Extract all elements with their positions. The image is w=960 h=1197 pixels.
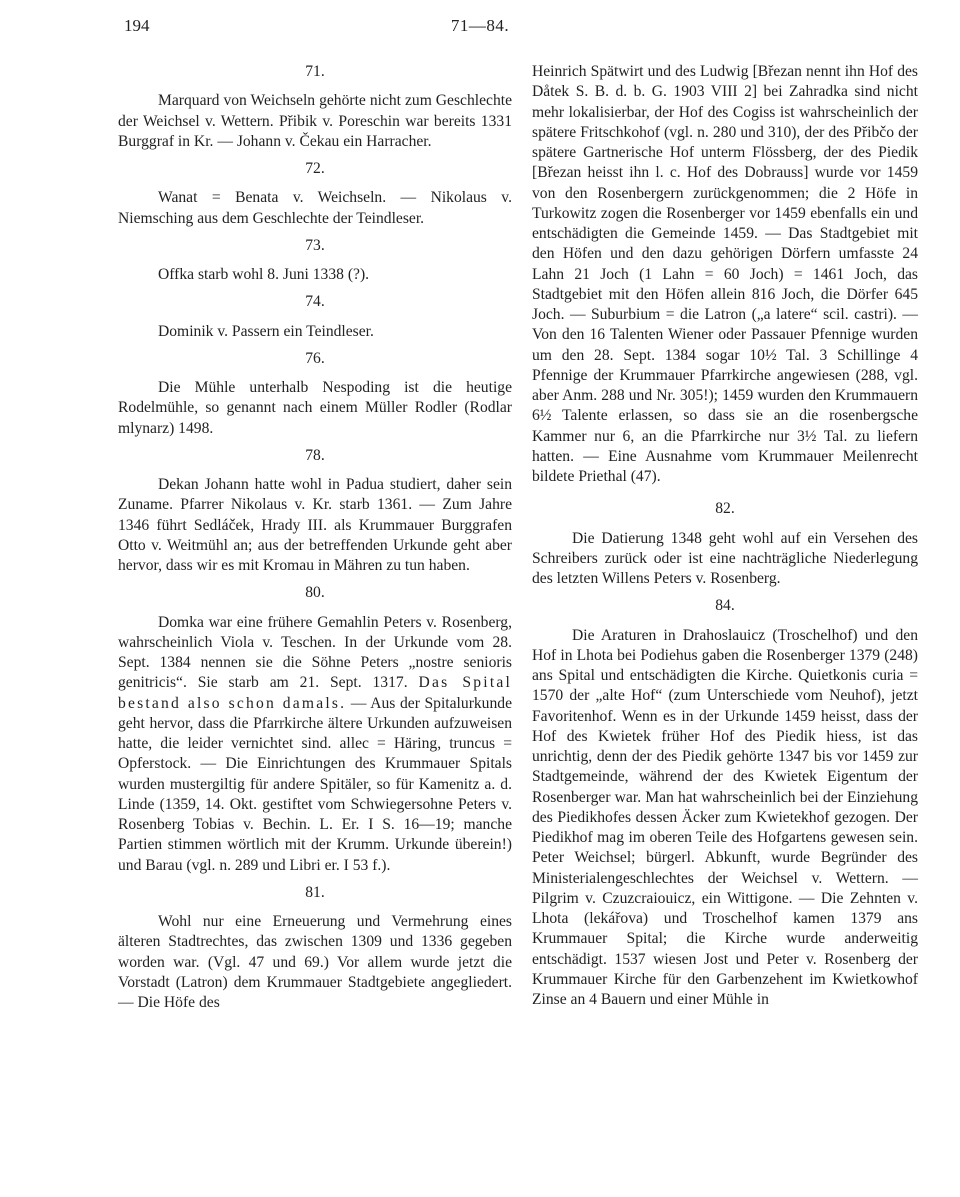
- running-head: 71—84.: [450, 16, 510, 35]
- note-71: [118, 62, 512, 152]
- note-81: [118, 883, 512, 1014]
- note-78: [118, 446, 512, 577]
- note-text: Wanat = Benata v. Weichseln. — Nikolaus v. Niemsching aus dem Geschlechte der Teindleser.: [118, 189, 512, 227]
- note-heading: 84.: [715, 597, 735, 615]
- emphasized-text: Das Spital bestand also schon damals.: [118, 674, 513, 712]
- note-heading: 74.: [305, 293, 325, 311]
- note-82: [532, 499, 918, 589]
- note-81-continued: [532, 62, 918, 487]
- note-72: [118, 159, 512, 229]
- note-text: Offka starb wohl 8. Juni 1338 (?).: [158, 266, 370, 283]
- note-text: Dekan Johann hatte wohl in Padua studiert, daher sein Zuname. Pfarrer Nikolaus v. Kr. starb 1361. — Zum Jahre 1346 führt Sedláček, Hrady III. als Krummauer Burggrafen Otto v. Weitmühl an; aus der betreffenden Urkunde geht aber hervor, dass wir es mit Kromau in Mähren zu tun haben.: [118, 476, 512, 574]
- note-73: [118, 236, 512, 286]
- note-heading: 78.: [305, 446, 325, 464]
- note-heading: 76.: [305, 349, 325, 367]
- note-text: Die Datierung 1348 geht wohl auf ein Versehen des Schreibers zurück oder ist eine nachträgliche Niederlegung des letzten Willens Peters v. Rosenberg.: [532, 529, 918, 587]
- left-column: [118, 62, 512, 1020]
- note-text: Marquard von Weichseln gehörte nicht zum Geschlechte der Weichsel v. Wettern. Přibik v. Poreschin war bereits 1331 Burggraf in Kr. — Johann v. Čekau ein Harracher.: [118, 92, 512, 150]
- page-number: 194: [124, 16, 150, 35]
- note-text: Die Araturen in Drahoslauicz (Troschelhof) und den Hof in Lhota bei Podiehus gaben die Rosenberger 1379 (248) ans Spital und entschädigten die Kirche. Quietkonis curia = 1570 der „alte Hof“ (zum Unterschiede vom Neuhof), jetzt Favoritenhof. Wenn es in der Urkunde 1459 heisst, dass der Hof des Kwietek früher Hof des Piedik hiess, ist das unrichtig, denn der des Piedik gehörte 1347 bis vor 1459 zur Stadtgemeinde, während der des Kwietek Eigentum der Rosenberger war. Man hat wahrscheinlich bei der Einziehung des Piedikhofes dessen Äcker zum Kwietekhof gezogen. Der Piedikhof mag im oberen Teile des Hofgartens gewesen sein. Peter Weichsel; bürgerl. Abkunft, wurde Begründer des Ministerialengeschlechtes der Weichsel v. Wettern. — Pilgrim v. Czuzcraiouicz, ein Wittigone. — Die Zehnten v. Lhota (lekářova) und Troschelhof kamen 1379 ans Krummauer Spital; die Kirche wurde anderweitig entschädigt. 1537 wiesen Jost und Peter v. Rosenberg der Krummauer Kirche für den Garbenzehent im Kwietkowhof Zinse an 4 Bauern und einer Mühle in: [532, 626, 918, 1008]
- note-text: [118, 613, 512, 876]
- note-80: [118, 583, 512, 876]
- note-text: Dominik v. Passern ein Teindleser.: [158, 322, 374, 340]
- note-text-part: — Aus der Spitalurkunde geht hervor, dass die Pfarrkirche ältere Urkunden aufzuweisen hatte, die leider vernichtet sind. allec = Häring, truncus = Opferstock. — Die Einrichtungen des Krummauer Spitals wurden mustergiltig für andere Spitäler, so für Kamenitz a. d. Linde (1359, 14. Okt. gestiftet vom Schwiegersohne Peters v. Rosenberg Tobias v. Bechin. L. Er. I S. 16—19; manche Partien stimmen wörtlich mit der Krumm. Urkunde überein!) und Barau (vgl. n. 289 und Libri er. I 53 f.).: [118, 694, 512, 874]
- note-heading: 81.: [305, 883, 325, 901]
- note-74: [118, 292, 512, 342]
- note-text: Wohl nur eine Erneuerung und Vermehrung eines älteren Stadtrechtes, das zwischen 1309 und 1336 gegeben worden war. (Vgl. 47 und 69.) Vor allem wurde jetzt die Vorstadt (Latron) dem Krummauer Stadtgebiete angegliedert. — Die Höfe des: [118, 913, 512, 1011]
- note-heading: 80.: [305, 584, 325, 602]
- note-heading: 71.: [305, 63, 325, 80]
- right-column: [532, 62, 918, 1017]
- note-heading: 72.: [305, 160, 325, 177]
- note-84: [532, 596, 918, 1010]
- note-text: Die Mühle unterhalb Nespoding ist die heutige Rodelmühle, so genannt nach einem Müller Rodler (Rodlar mlynarz) 1498.: [118, 379, 512, 437]
- note-text-part: Domka war eine frühere Gemahlin Peters v. Rosenberg, wahrscheinlich Viola v. Teschen. In der Urkunde vom 28. Sept. 1384 nennen sie die Söhne Peters „nostre senioris genitricis“. Sie starb am 21. Sept. 1317.: [118, 613, 512, 692]
- note-heading: 73.: [305, 236, 325, 254]
- note-text: Heinrich Spätwirt und des Ludwig [Březan nennt ihn Hof des Dåtek S. B. d. b. G. 1903 VIII 2] bei Zahradka sind nicht mehr lokalisierbar, der Hof des Cogiss ist wahrscheinlich der spätere Fritschkohof (vgl. n. 280 und 310), der des Přibčo der spätere Gartnerische Hof unterm Flössberg, der des Piedik [Březan heisst ihn l. c. Hof des Dobrauss] wurde vor 1459 von den Rosenbergern zurückgenommen; die 2 Höfe in Turkowitz zogen die Rosenberger vor 1459 ebenfalls ein und entschädigten die Gemeinde 1459. — Das Stadtgebiet mit den Höfen und den dazu gehörigen Dörfern umfasste 24 Lahn 21 Joch (1 Lahn = 60 Joch) = 1461 Joch, das Stadtgebiet mit den Höfen allein 816 Joch, die Dörfer 645 Joch. — Suburbium = die Latron („a latere“ scil. castri). — Von den 16 Talenten Wiener oder Passauer Pfennige wurden um den 28. Sept. 1384 sogar 10½ Tal. 3 Schillinge 4 Pfennige der Krummauer Pfarrkirche angewiesen (288, vgl. aber Anm. 288 und Nr. 305!); 1459 wurden den Krummauern 6½ Talente erlassen, so dass sie an die rosenbergsche Kammer nur 6, an die Pfarrkirche nur 3½ Tal. zu liefern hatten. — Eine Ausnahme vom Krummauer Meilenrecht bildete Priethal (47).: [532, 63, 918, 485]
- note-heading: 82.: [715, 500, 735, 518]
- note-76: [118, 349, 512, 439]
